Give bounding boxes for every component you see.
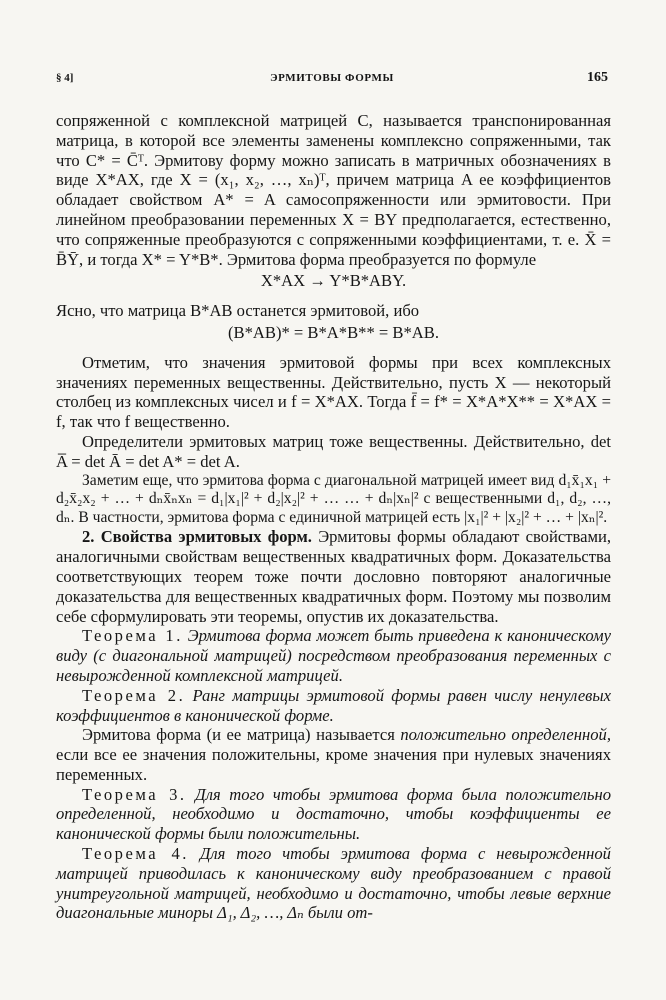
theorem-3 [56,785,611,844]
formula-transform: X*AX → Y*B*ABY. [260,271,407,291]
theorem-1 [56,626,611,685]
section-heading: 2. Свойства эрмитовых форм. [82,527,312,547]
paragraph-positive-definite [56,725,611,784]
theorem-2-text: Ранг матрицы эрмитовой формы равен числу ненулевых коэффициентов в канонической форме. [56,685,611,725]
theorem-2-label: Теорема 2. [82,685,186,705]
running-title: ЭРМИТОВЫ ФОРМЫ [270,72,394,84]
paragraph-properties [56,527,611,626]
definition-text-b: если все ее значения положительны, кроме значения при нулевых значениях переменных. [56,745,611,784]
section-marker: § 4] [56,72,74,84]
theorem-4-label: Теорема 4. [82,844,189,864]
paragraph-conjugate-matrix: сопряженной с комплексной матрицей C, называется транспонированная матрица, в которой все элементы заменены комплексно сопряженными, так что C* = C̄ᵀ. Эрмитову форму можно записать в матричных обозначениях в виде X*AX, где X = (x₁, x₂, …, xₙ)ᵀ, причем матрица A ее коэффициентов обладает свойством A* = A самосопряженности или эрмитовости. При линейном преобразовании переменных X = BY предполагается, естественно, что сопряженные преобразуются с сопряженными коэффициентами, т. е. X̄ = B̄Ȳ, и тогда X* = Y*B*. Эрмитова форма преобразуется по формуле [56,111,611,269]
formula-hermitian-proof: (B*AB)* = B*A*B** = B*AB. [228,322,439,342]
properties-text: Эрмитовы формы обладают свойствами, аналогичными свойствам вещественных квадратичных форм. Доказательства соответствующих теорем тоже почти дословно повторяют аналогичные доказательства для вещественных квадратичных форм. Поэтому мы позволим себе сформулировать эти теоремы, опустив их доказательства. [56,527,611,626]
paragraph-real-values: Отметим, что значения эрмитовой формы при всех комплексных значениях переменных вещественны. Действительно, пусть X — некоторый столбец из комплексных чисел и f = X*AX. Тогда f̄ = f* = X*A*X** = X*AX = f, так что f вещественно. [56,352,611,432]
paragraph-determinants: Определители эрмитовых матриц тоже вещественны. Действительно, det A̅ = det Ā = det A* = det A. [56,431,611,471]
page-number: 165 [587,70,608,85]
theorem-3-label: Теорема 3. [82,784,187,804]
page-body [56,111,611,923]
paragraph-hermitian-preserved: Ясно, что матрица B*AB останется эрмитовой, ибо [56,301,420,321]
definition-term: положительно определенной, [400,725,612,745]
theorem-4-text: Для того чтобы эрмитова форма с невырожденной матрицей приводилась к каноническому виду преобразованием с правой унитреугольной матрицей, необходимо и достаточно, чтобы левые верхние диагональные миноры Δ₁, Δ₂, …, Δₙ были от- [56,844,611,923]
theorem-3-text: Для того чтобы эрмитова форма была положительно определенной, необходимо и достаточно, чтобы коэффициенты ее канонической формы были положительны. [56,784,611,844]
definition-text-a: Эрмитова форма (и ее матрица) называется [82,725,395,745]
theorem-1-label: Теорема 1. [82,626,183,646]
theorem-2 [56,686,611,726]
running-header [56,70,608,92]
theorem-1-text: Эрмитова форма может быть приведена к каноническому виду (с диагональной матрицей) посредством преобразования переменных с невырожденной комплексной матрицей. [56,626,611,685]
theorem-4 [56,844,611,923]
paragraph-diagonal-form: Заметим еще, что эрмитова форма с диагональной матрицей имеет вид d₁x̄₁x₁ + d₂x̄₂x₂ + … + dₙx̄ₙxₙ = d₁|x₁|² + d₂|x₂|² + … … + dₙ|xₙ|² с вещественными d₁, d₂, …, dₙ. В частности, эрмитова форма с единичной матрицей есть |x₁|² + |x₂|² + … + |xₙ|². [56,471,611,526]
